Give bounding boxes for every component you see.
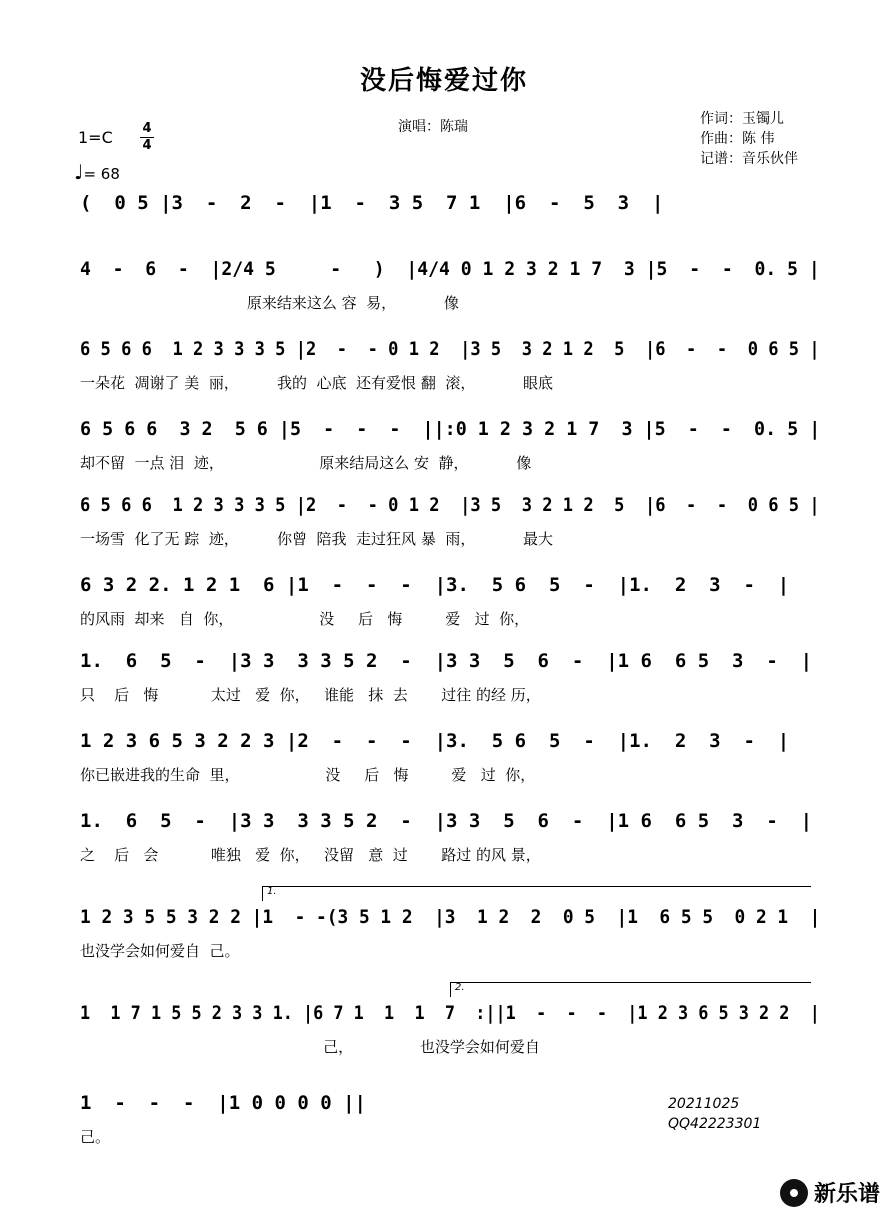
score-row [80, 494, 820, 524]
date-stamp: 20211025 [668, 1096, 740, 1112]
record-disc-icon [780, 1179, 808, 1207]
score-row [80, 574, 820, 604]
lyric-line: 的风雨 却来 自 你， 没 后 悔 爱 过 你， [80, 610, 530, 628]
lyric-line: 只 后 悔 太过 爱 你， 谁能 抹 去 过往 的经 历， [80, 686, 541, 704]
notation-line: 1. 6 5 - |3 3 3 3 5 2 - |3 3 5 6 - |1 6 6 5 3 - | [80, 810, 813, 832]
singer-credit: 演唱：陈瑞 [398, 119, 468, 135]
quarter-note-icon: ♩ [74, 160, 84, 184]
composer-credit: 作曲：陈 伟 [700, 131, 775, 147]
score-row [80, 650, 820, 680]
notation-line: 6 5 6 6 3 2 5 6 |5 - - - ||:0 1 2 3 2 1 7 3 |5 - - 0. 5 | [80, 418, 821, 440]
score-row [80, 192, 820, 222]
lyric-line: 原来结来这么 容 易， 像 [80, 294, 459, 312]
notation-line: 4 - 6 - |2/4 5 - ) |4/4 0 1 2 3 2 1 7 3 |5 - - 0. 5 | [80, 258, 820, 280]
score-row [80, 338, 820, 368]
second-ending-label: 2. [455, 982, 465, 993]
qq-stamp: QQ42223301 [668, 1116, 762, 1132]
notation-line: 6 5 6 6 1 2 3 3 3 5 |2 - - 0 1 2 |3 5 3 2 1 2 5 |6 - - 0 6 5 | [80, 338, 820, 360]
score-row [80, 1002, 820, 1032]
score-row [80, 730, 820, 760]
notation-line: 1 - - - |1 0 0 0 0 || [80, 1092, 366, 1114]
lyric-line: 一场雪 化了无 踪 迹， 你曾 陪我 走过狂风 暴 雨， 最大 [80, 530, 554, 548]
notation-line: 1. 6 5 - |3 3 3 3 5 2 - |3 3 5 6 - |1 6 6 5 3 - | [80, 650, 813, 672]
lyric-line: 己。 [80, 1128, 111, 1146]
lyricist-credit: 作词：玉镯儿 [700, 111, 784, 127]
time-signature-top: 4 [142, 121, 152, 136]
notation-line: 6 5 6 6 1 2 3 3 3 5 |2 - - 0 1 2 |3 5 3 2 1 2 5 |6 - - 0 6 5 | [80, 494, 820, 516]
lyric-line: 也没学会如何爱自 己。 [80, 942, 240, 960]
notation-line: 1 2 3 6 5 3 2 2 3 |2 - - - |3. 5 6 5 - |1. 2 3 - | [80, 730, 790, 752]
lyric-line: 一朵花 凋谢了 美 丽， 我的 心底 还有爱恨 翻 滚， 眼底 [80, 374, 554, 392]
time-signature-bottom: 4 [142, 138, 152, 153]
first-ending-bracket [262, 886, 811, 901]
score-row [80, 418, 820, 448]
key-signature: 1=C [78, 128, 113, 147]
notation-line: 1 1 7 1 5 5 2 3 3 1. |6 7 1 1 1 7 :||1 - - - |1 2 3 6 5 3 2 2 | [80, 1002, 820, 1024]
second-ending-bracket [450, 982, 811, 997]
score-row [80, 258, 820, 288]
tempo-value: = 68 [83, 165, 120, 183]
lyric-line: 之 后 会 唯独 爱 你， 没留 意 过 路过 的风 景， [80, 846, 541, 864]
first-ending-label: 1. [267, 886, 277, 897]
score-row [80, 906, 820, 936]
lyric-line: 你已嵌进我的生命 里， 没 后 悔 爱 过 你， [80, 766, 536, 784]
lyric-line: 己， 也没学会如何爱自 [80, 1038, 540, 1056]
tempo-marking [74, 160, 120, 184]
notation-credit: 记谱：音乐伙伴 [700, 151, 798, 167]
lyric-line: 却不留 一点 泪 迹， 原来结局这么 安 静， 像 [80, 454, 532, 472]
notation-line: 6 3 2 2. 1 2 1 6 |1 - - - |3. 5 6 5 - |1. 2 3 - | [80, 574, 790, 596]
time-signature [140, 122, 154, 153]
site-logo-text: 新乐谱 [813, 1182, 880, 1207]
song-title: 没后悔爱过你 [359, 66, 528, 96]
site-logo [780, 1177, 880, 1208]
notation-line: ( 0 5 |3 - 2 - |1 - 3 5 7 1 |6 - 5 3 | [80, 192, 664, 214]
notation-line: 1 2 3 5 5 3 2 2 |1 - -(3 5 1 2 |3 1 2 2 0 5 |1 6 5 5 0 2 1 | [80, 906, 821, 928]
score-row [80, 810, 820, 840]
